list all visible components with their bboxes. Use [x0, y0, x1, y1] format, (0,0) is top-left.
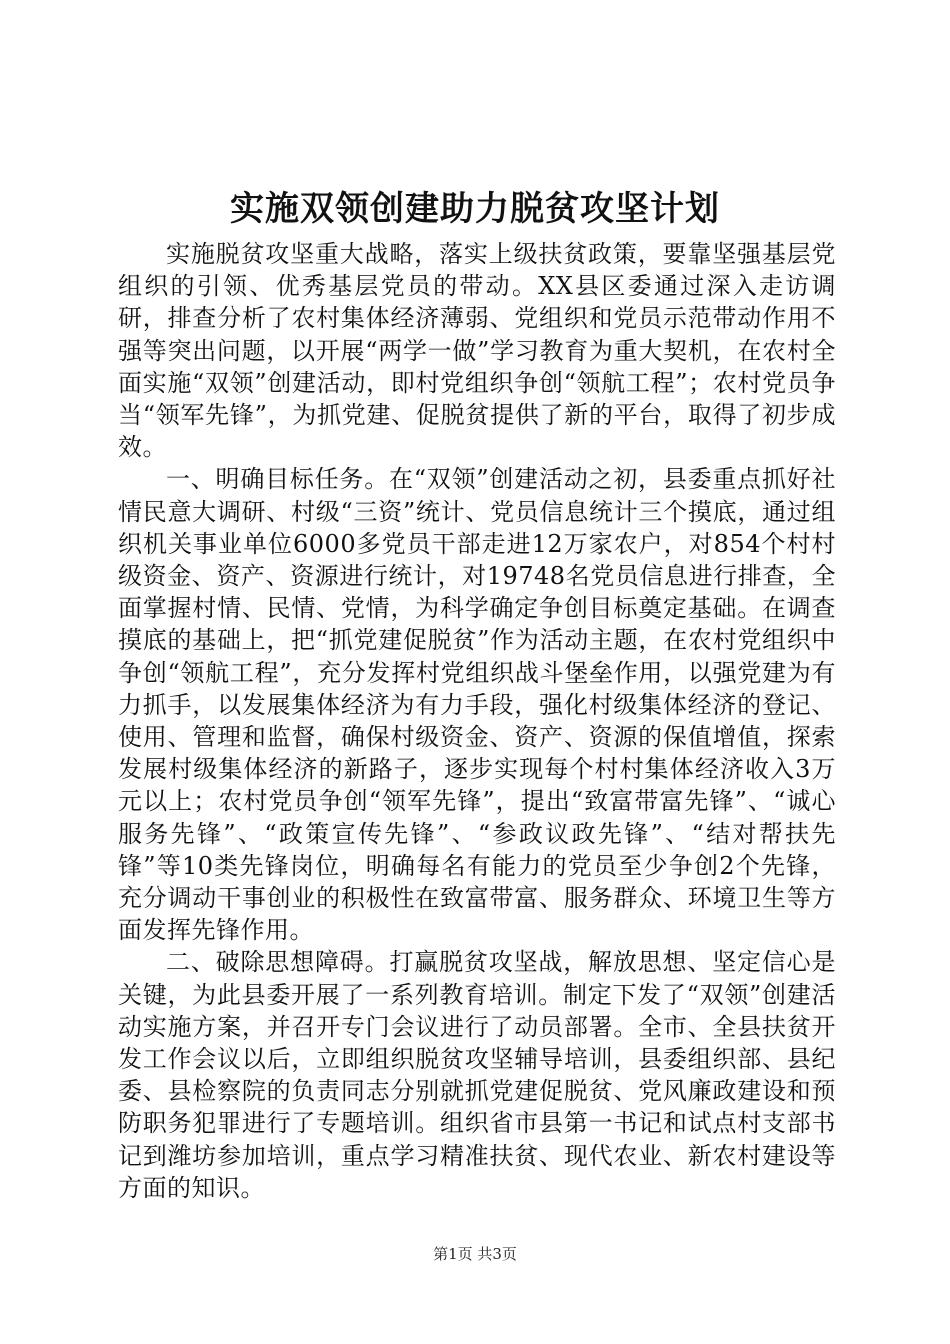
paragraph-intro: 实施脱贫攻坚重大战略，落实上级扶贫政策，要靠坚强基层党组织的引领、优秀基层党员的带动。XX县区委通过深入走访调研，排查分析了农村集体经济薄弱、党组织和党员示范带动作用不强等突出问题，以开展“两学一做”学习教育为重大契机，在农村全面实施“双领”创建活动，即村党组织争创“领航工程”；农村党员争当“领军先锋”，为抓党建、促脱贫提供了新的平台，取得了初步成效。 — [118, 240, 836, 462]
document-body — [118, 238, 836, 1204]
document-title: 实施双领创建助力脱贫攻坚计划 — [230, 189, 720, 229]
paragraph-section-1: 一、明确目标任务。在“双领”创建活动之初，县委重点抓好社情民意大调研、村级“三资”统计、党员信息统计三个摸底，通过组织机关事业单位6000多党员干部走进12万家农户，对854个村村级资金、资产、资源进行统计，对19748名党员信息进行排查，全面掌握村情、民情、党情，为科学确定争创目标奠定基础。在调查摸底的基础上，把“抓党建促脱贫”作为活动主题，在农村党组织中争创“领航工程”，充分发挥村党组织战斗堡垒作用，以强党建为有力抓手，以发展集体经济为有力手段，强化村级集体经济的登记、使用、管理和监督，确保村级资金、资产、资源的保值增值，探索发展村级集体经济的新路子，逐步实现每个村村集体经济收入3万元以上；农村党员争创“领军先锋”，提出“致富带富先锋”、“诚心服务先锋”、“政策宣传先锋”、“参政议政先锋”、“结对帮扶先锋”等10类先锋岗位，明确每名有能力的党员至少争创2个先锋，充分调动干事创业的积极性在致富带富、服务群众、环境卫生等方面发挥先锋作用。 — [118, 465, 836, 945]
page-footer — [0, 1244, 950, 1264]
paragraph-section-2: 二、破除思想障碍。打赢脱贫攻坚战，解放思想、坚定信心是关键，为此县委开展了一系列教育培训。制定下发了“双领”创建活动实施方案，并召开专门会议进行了动员部署。全市、全县扶贫开发工作会议以后，立即组织脱贫攻坚辅导培训，县委组织部、县纪委、县检察院的负责同志分别就抓党建促脱贫、党风廉政建设和预防职务犯罪进行了专题培训。组织省市县第一书记和试点村支部书记到潍坊参加培训，重点学习精准扶贫、现代农业、新农村建设等方面的知识。 — [118, 948, 836, 1202]
page-indicator: 第1页 共3页 — [433, 1245, 517, 1263]
